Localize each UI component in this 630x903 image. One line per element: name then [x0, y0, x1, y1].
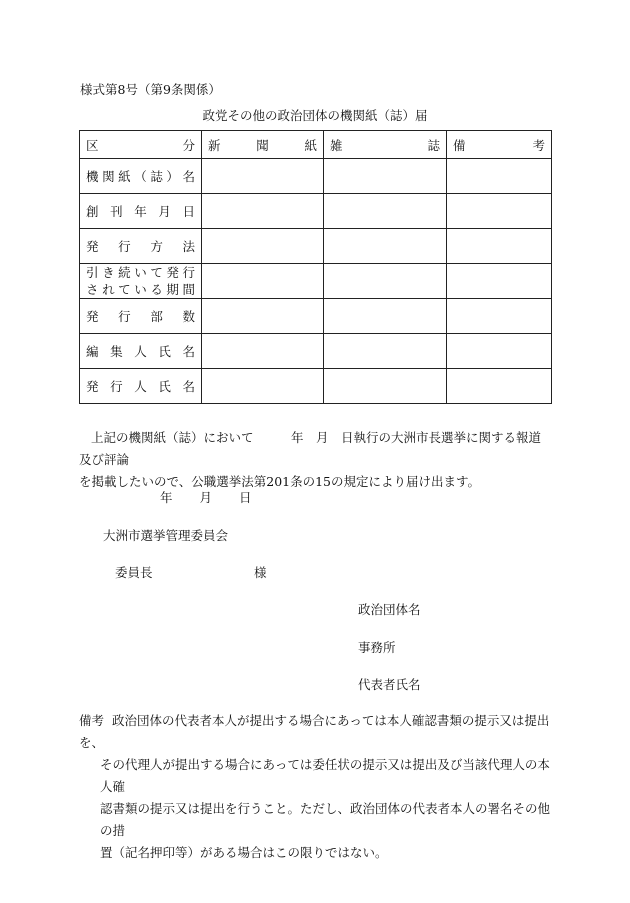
label-char: 日	[182, 204, 195, 219]
label-char: 行	[110, 379, 123, 394]
applicant-representative-label: 代表者氏名	[358, 677, 421, 692]
remarks-line: 認書類の提示又は提出を行うこと。ただし、政治団体の代表者本人の署名その他の措	[100, 801, 551, 838]
date-month: 月	[199, 490, 213, 505]
newspaper-cell[interactable]	[202, 264, 324, 299]
notice-paragraph	[79, 427, 551, 493]
label-char: 区	[86, 137, 99, 153]
label-char: さ	[86, 282, 99, 297]
applicant-org-name-label: 政治団体名	[358, 602, 421, 617]
label-char: て	[118, 282, 131, 297]
submission-date	[160, 488, 275, 506]
label-char: 法	[182, 239, 195, 254]
label-char: 雑	[330, 137, 343, 153]
column-header-magazine	[324, 131, 447, 159]
label-char: 分	[182, 137, 195, 153]
label-char: い	[134, 282, 147, 297]
remarks-cell[interactable]	[447, 194, 552, 229]
notice-line: 上記の機関紙（誌）において 年 月 日執行の大洲市長選挙に関する報道及び評論	[79, 430, 542, 467]
label-char: 数	[182, 309, 195, 324]
label-char: 刊	[110, 204, 123, 219]
label-char: 名	[182, 169, 195, 184]
table-row	[80, 229, 552, 264]
label-char: （	[134, 169, 147, 184]
remarks-label: 備考	[79, 713, 105, 728]
table-row	[80, 264, 552, 299]
label-char: 続	[118, 265, 131, 280]
label-char: 考	[532, 137, 545, 153]
magazine-cell[interactable]	[324, 334, 447, 369]
remarks-cell[interactable]	[447, 264, 552, 299]
label-char: 編	[86, 344, 99, 359]
table-row	[80, 334, 552, 369]
magazine-cell[interactable]	[324, 264, 447, 299]
label-char: 発	[86, 239, 99, 254]
form-table	[79, 130, 552, 404]
row-label-publisher-name	[80, 369, 202, 404]
column-header-category	[80, 131, 202, 159]
label-char: 発	[86, 379, 99, 394]
label-char: 聞	[256, 137, 269, 153]
label-char: 行	[118, 239, 131, 254]
label-char: 関	[102, 169, 115, 184]
form-number: 様式第8号（第9条関係）	[80, 82, 221, 97]
label-char: い	[134, 265, 147, 280]
newspaper-cell[interactable]	[202, 229, 324, 264]
label-char: 氏	[158, 379, 171, 394]
addressee-committee: 大洲市選挙管理委員会	[103, 528, 229, 543]
label-char: 発	[86, 309, 99, 324]
remarks-cell[interactable]	[447, 299, 552, 334]
label-char: 誌	[427, 137, 440, 153]
row-label-publication-method	[80, 229, 202, 264]
remarks-line: その代理人が提出する場合にあっては委任状の提示又は提出及び当該代理人の本人確	[100, 757, 550, 794]
label-char: 備	[453, 137, 466, 153]
newspaper-cell[interactable]	[202, 299, 324, 334]
newspaper-cell[interactable]	[202, 194, 324, 229]
newspaper-cell[interactable]	[202, 334, 324, 369]
magazine-cell[interactable]	[324, 229, 447, 264]
label-char: れ	[102, 282, 115, 297]
label-char: 人	[134, 379, 147, 394]
label-char: 名	[182, 344, 195, 359]
row-label-continuous-period	[80, 264, 202, 299]
label-char: 行	[182, 265, 195, 280]
row-label-first-issue-date	[80, 194, 202, 229]
remarks-cell[interactable]	[447, 369, 552, 404]
addressee-honorific: 様	[254, 565, 267, 580]
date-day: 日	[239, 490, 252, 505]
magazine-cell[interactable]	[324, 159, 447, 194]
table-header-row	[80, 131, 552, 159]
label-char: 氏	[158, 344, 171, 359]
label-char: 引	[86, 265, 99, 280]
magazine-cell[interactable]	[324, 299, 447, 334]
column-header-newspaper	[202, 131, 324, 159]
label-char: ）	[166, 169, 179, 184]
applicant-office-label: 事務所	[358, 640, 396, 655]
magazine-cell[interactable]	[324, 194, 447, 229]
addressee-chair: 委員長	[115, 565, 153, 580]
label-char: 月	[158, 204, 171, 219]
row-label-publication-name	[80, 159, 202, 194]
row-label-circulation	[80, 299, 202, 334]
label-char: 名	[182, 379, 195, 394]
label-char: 行	[118, 309, 131, 324]
label-char: 集	[110, 344, 123, 359]
magazine-cell[interactable]	[324, 369, 447, 404]
remarks-cell[interactable]	[447, 334, 552, 369]
remarks-line: 政治団体の代表者本人が提出する場合にあっては本人確認書類の提示又は提出を、	[79, 713, 550, 750]
row-label-editor-name	[80, 334, 202, 369]
label-char: 間	[182, 282, 195, 297]
label-char: 年	[134, 204, 147, 219]
label-char: 紙	[304, 137, 317, 153]
label-char: 機	[86, 169, 99, 184]
label-char: 方	[150, 239, 163, 254]
remarks-cell[interactable]	[447, 159, 552, 194]
label-char: て	[150, 265, 163, 280]
label-char: 人	[134, 344, 147, 359]
table-row	[80, 299, 552, 334]
table-row	[80, 159, 552, 194]
table-row	[80, 369, 552, 404]
label-char: 紙	[118, 169, 131, 184]
label-char: 誌	[150, 169, 163, 184]
remarks-cell[interactable]	[447, 229, 552, 264]
newspaper-cell[interactable]	[202, 159, 324, 194]
notice-line: を掲載したいので、公職選挙法第201条の15の規定により届け出ます。	[79, 474, 481, 489]
label-char: 創	[86, 204, 99, 219]
form-title: 政党その他の政治団体の機関紙（誌）届	[202, 108, 428, 123]
date-year: 年	[160, 490, 173, 505]
label-char: る	[150, 282, 163, 297]
label-char: 期	[166, 282, 179, 297]
label-char: 新	[208, 137, 221, 153]
newspaper-cell[interactable]	[202, 369, 324, 404]
column-header-remarks	[447, 131, 552, 159]
label-char: 部	[150, 309, 163, 324]
label-char: き	[102, 265, 115, 280]
remarks-line: 置（記名押印等）がある場合はこの限りではない。	[100, 845, 388, 860]
remarks-note	[79, 710, 559, 864]
label-char: 発	[166, 265, 179, 280]
table-row	[80, 194, 552, 229]
